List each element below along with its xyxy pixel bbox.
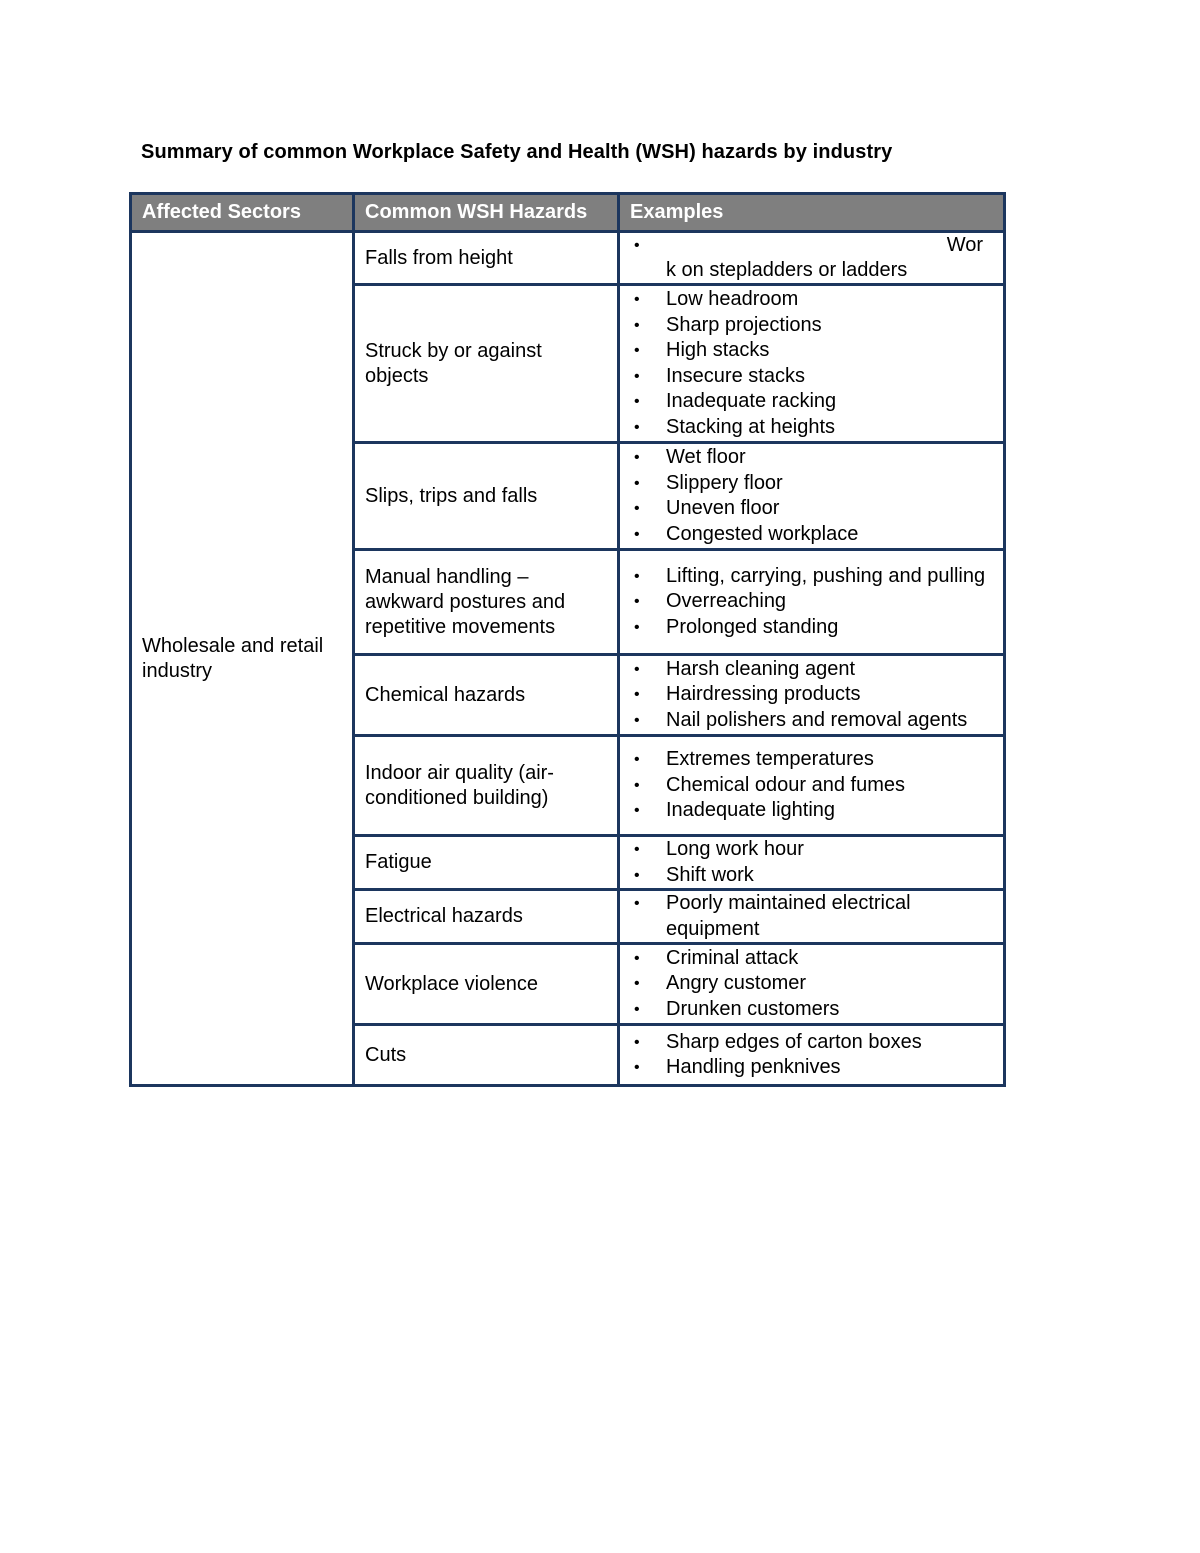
examples-list [630, 445, 993, 547]
example-text: Prolonged standing [666, 615, 839, 638]
example-item [630, 445, 993, 471]
bullet-icon: • [634, 1059, 640, 1076]
example-item [630, 522, 993, 548]
bullet-icon: • [634, 525, 640, 543]
example-text: Inadequate lighting [666, 799, 836, 822]
examples-list [630, 891, 993, 942]
example-item [630, 863, 993, 889]
example-text: Stacking at heights [666, 415, 835, 438]
bullet-icon: • [634, 866, 640, 884]
examples-cell [619, 285, 1005, 443]
examples-cell [619, 944, 1005, 1025]
example-text: Uneven floor [666, 497, 780, 519]
example-item [630, 837, 993, 863]
example-item [630, 471, 993, 497]
example-item [630, 891, 993, 942]
sector-cell: Wholesale and retail industry [131, 232, 354, 1086]
example-item [630, 338, 993, 364]
example-item [630, 287, 993, 313]
bullet-icon: • [634, 949, 640, 967]
examples-cell [619, 655, 1005, 736]
hazard-cell: Manual handling – awkward postures and repetitive movements [354, 550, 619, 655]
example-item [630, 364, 993, 390]
example-item [630, 1055, 993, 1081]
bullet-icon: • [634, 751, 640, 769]
examples-list [630, 747, 993, 824]
bullet-icon: • [634, 802, 640, 820]
example-text: Inadequate racking [666, 390, 837, 412]
example-text: Drunken customers [666, 997, 840, 1020]
hazard-cell: Falls from height [354, 232, 619, 285]
examples-cell [619, 836, 1005, 890]
example-text: Extremes temperatures [666, 748, 874, 771]
example-item [630, 564, 993, 590]
hazard-cell: Cuts [354, 1025, 619, 1086]
example-item [630, 233, 993, 283]
bullet-icon: • [634, 393, 640, 410]
example-text: Chemical odour and fumes [666, 773, 906, 796]
example-item [630, 1030, 993, 1056]
example-item [630, 971, 993, 997]
example-item [630, 946, 993, 972]
example-item [630, 657, 993, 683]
examples-list [630, 946, 993, 1023]
example-item [630, 682, 993, 708]
hazard-cell: Workplace violence [354, 944, 619, 1025]
bullet-icon: • [634, 316, 640, 334]
hazard-cell: Slips, trips and falls [354, 443, 619, 550]
example-text: Low headroom [666, 288, 799, 310]
examples-cell [619, 550, 1005, 655]
hazard-cell: Indoor air quality (air-conditioned building) [354, 736, 619, 836]
bullet-icon: • [634, 291, 640, 308]
examples-list [630, 287, 993, 440]
example-item [630, 773, 993, 799]
examples-cell [619, 232, 1005, 285]
example-text: Overreaching [666, 590, 787, 613]
example-text: Handling penknives [666, 1056, 841, 1078]
examples-cell [619, 443, 1005, 550]
hazard-cell: Electrical hazards [354, 890, 619, 944]
example-item [630, 615, 993, 641]
examples-cell [619, 890, 1005, 944]
bullet-icon: • [634, 567, 640, 585]
example-item [630, 747, 993, 773]
example-text: Wet floor [666, 446, 746, 468]
example-text: Long work hour [666, 838, 804, 860]
bullet-icon: • [634, 711, 640, 729]
example-item [630, 496, 993, 522]
bullet-icon: • [634, 500, 640, 517]
wsh-hazards-table [129, 192, 1006, 1087]
example-item [630, 798, 993, 824]
example-text-part: k on stepladders or ladders [666, 259, 908, 281]
example-text: Angry customer [666, 972, 807, 995]
examples-list [630, 837, 993, 888]
example-item [630, 415, 993, 441]
examples-cell [619, 1025, 1005, 1086]
hazard-cell: Struck by or against objects [354, 285, 619, 443]
example-text-part: Wor [946, 234, 983, 256]
example-text: Lifting, carrying, pushing and pulling [666, 564, 986, 587]
bullet-icon: • [634, 895, 640, 912]
hazard-cell: Chemical hazards [354, 655, 619, 736]
example-item [630, 313, 993, 339]
bullet-icon: • [634, 474, 640, 492]
example-text: High stacks [666, 339, 770, 361]
example-text: Slippery floor [666, 471, 783, 494]
bullet-icon: • [634, 975, 640, 993]
bullet-icon: • [634, 237, 640, 254]
bullet-icon: • [634, 618, 640, 636]
bullet-icon: • [634, 593, 640, 611]
bullet-icon: • [634, 841, 640, 858]
table-row [131, 232, 1005, 285]
bullet-icon: • [634, 686, 640, 704]
example-text: Congested workplace [666, 522, 859, 545]
bullet-icon: • [634, 418, 640, 436]
examples-cell [619, 736, 1005, 836]
example-item [630, 589, 993, 615]
header-examples: Examples [619, 194, 1005, 232]
examples-list [630, 1030, 993, 1081]
examples-list [630, 564, 993, 641]
example-text: Criminal attack [666, 946, 799, 969]
bullet-icon: • [634, 367, 640, 385]
bullet-icon: • [634, 776, 640, 794]
example-text: Poorly maintained electrical equipment [666, 892, 911, 940]
bullet-icon: • [634, 660, 640, 678]
table-header-row [131, 194, 1005, 232]
hazard-cell: Fatigue [354, 836, 619, 890]
example-text: Harsh cleaning agent [666, 657, 856, 680]
example-item [630, 997, 993, 1023]
example-text: Nail polishers and removal agents [666, 708, 968, 731]
bullet-icon: • [634, 1000, 640, 1018]
example-item [630, 708, 993, 734]
example-text: Shift work [666, 863, 754, 886]
example-text: Insecure stacks [666, 364, 805, 387]
example-text: Sharp projections [666, 313, 822, 336]
header-common-wsh-hazards: Common WSH Hazards [354, 194, 619, 232]
header-affected-sectors: Affected Sectors [131, 194, 354, 232]
examples-list [630, 657, 993, 734]
bullet-icon: • [634, 1033, 640, 1051]
example-item [630, 389, 993, 415]
bullet-icon: • [634, 449, 640, 466]
bullet-icon: • [634, 342, 640, 359]
example-text: Sharp edges of carton boxes [666, 1030, 922, 1053]
example-text: Hairdressing products [666, 683, 861, 706]
document-title: Summary of common Workplace Safety and Health (WSH) hazards by industry [141, 141, 893, 163]
